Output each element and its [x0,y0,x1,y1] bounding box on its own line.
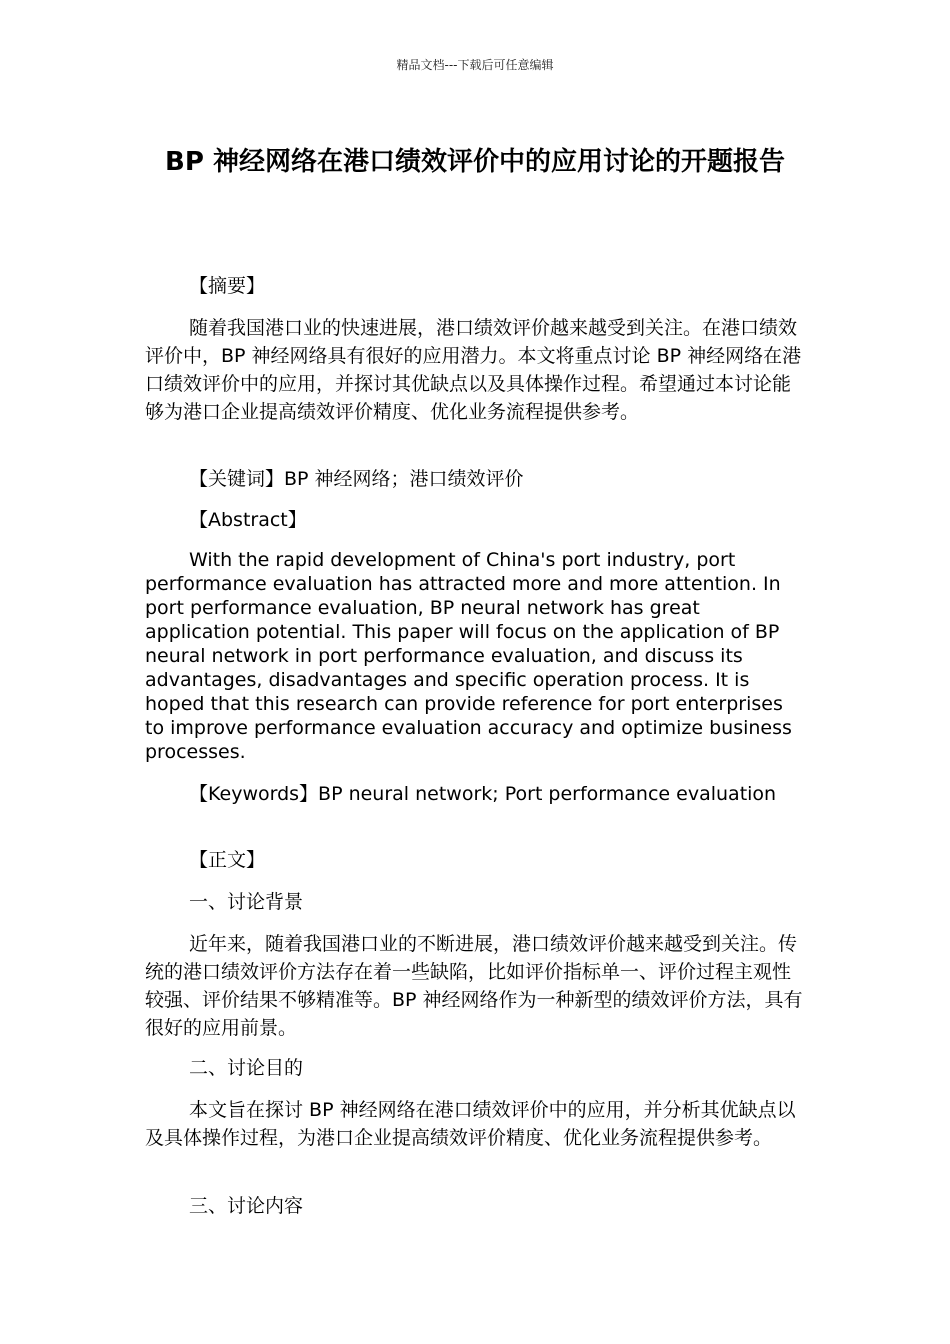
abstract-paragraph-cn: 随着我国港口业的快速进展，港口绩效评价越来越受到关注。在港口绩效评价中，BP 神经网络具有很好的应用潜力。本文将重点讨论 BP 神经网络在港口绩效评价中的应用，并探讨其优缺点以及具体操作过程。希望通过本讨论能够为港口企业提高绩效评价精度、优化业务流程提供参考。 [145,317,802,423]
section-paragraph-purpose: 本文旨在探讨 BP 神经网络在港口绩效评价中的应用，并分析其优缺点以及具体操作过程，为港口企业提高绩效评价精度、优化业务流程提供参考。 [145,1099,796,1149]
keywords-en: 【Keywords】BP neural network; Port performance evaluation [189,783,777,805]
document-title: BP 神经网络在港口绩效评价中的应用讨论的开题报告 [165,147,785,177]
abstract-en-heading: 【Abstract】 [189,509,307,531]
abstract-paragraph-en: With the rapid development of China's port industry, port performance evaluation has attracted more and more attention. In port performance evaluation, BP neural network has great application potential. This paper will focus on the application of BP neural network in port performance evaluation, and discuss its advantages, disadvantages and specific operation process. It is hoped that this research can provide reference for port enterprises to improve performance evaluation accuracy and optimize business processes. [145,549,792,763]
page-header: 精品文档---下载后可任意编辑 [396,58,554,72]
section-heading-purpose: 二、讨论目的 [189,1057,304,1079]
keywords-cn: 【关键词】BP 神经网络；港口绩效评价 [189,468,524,490]
body-heading: 【正文】 [189,849,266,871]
section-paragraph-background: 近年来，随着我国港口业的不断进展，港口绩效评价越来越受到关注。传统的港口绩效评价方法存在着一些缺陷，比如评价指标单一、评价过程主观性较强、评价结果不够精准等。BP 神经网络作为一种新型的绩效评价方法，具有很好的应用前景。 [145,933,803,1039]
abstract-heading: 【摘要】 [189,275,266,297]
section-heading-background: 一、讨论背景 [189,891,304,913]
section-heading-content: 三、讨论内容 [189,1195,304,1217]
